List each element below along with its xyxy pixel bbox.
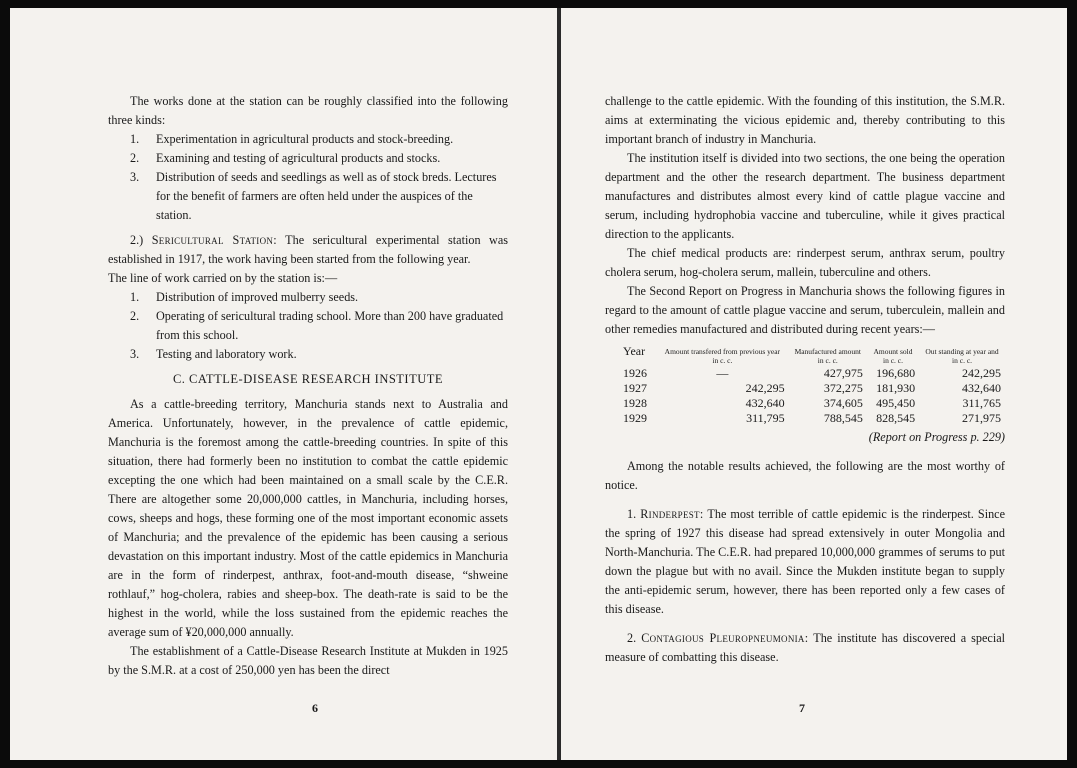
table-unit: in c. c.: [952, 356, 973, 365]
body-paragraph: The Second Report on Progress in Manchuria shows the following figures in regard to the amount of cattle plague vaccine and serum, tuberculein, mallein and other remedies manufactured and distributed during recent years:—: [605, 284, 1005, 336]
table-row: [605, 381, 1005, 396]
table-cell: 1928: [623, 396, 647, 410]
station-work-list: [108, 288, 508, 364]
table-header: Manufactured amount: [794, 347, 861, 356]
list-number: 2.: [130, 151, 140, 165]
table-cell: 432,640: [745, 396, 785, 410]
table-header: Year: [623, 344, 646, 358]
sericultural-paragraph: [108, 231, 508, 269]
table-cell: 374,605: [823, 396, 863, 410]
line-of-work-paragraph: The line of work carried on by the station is:—: [108, 271, 338, 285]
table-cell: 271,975: [962, 411, 1001, 425]
table-header: Out standing at year and: [925, 347, 999, 356]
item-text: The institute has discovered a special measure of combatting this disease.: [605, 631, 1006, 664]
list-number: 1.: [130, 132, 140, 146]
body-paragraph: challenge to the cattle epidemic. With the founding of this institution, the S.M.R. aims at exterminating the vicious epidemic and, thereby contributing to this important branch of industry in Manchuria.: [605, 94, 1005, 146]
left-page: [10, 8, 557, 760]
table-unit: in c. c.: [817, 356, 838, 365]
body-paragraph: The institution itself is divided into two sections, the one being the operation department and the other the research department. The business department manufactures and distributes almost every kind of cattle plague vaccine and serum, including hydrophobia vaccine and tuberculine, while it gives practical direction to the applicants.: [605, 151, 1005, 241]
production-table: [605, 344, 1005, 426]
body-paragraph: As a cattle-breeding territory, Manchuria stands next to Australia and America. Unfortunately, however, in the prevalence of cattle epidemic, Manchuria is the foremost among the cattle-breeding countries. In spite of this situation, there had formerly been no institution to combat the cattle epidemic excepting the one which had been maintained on a small scale by the C.E.R. There are altogether some 20,000,000 cattles, in Manchuria, including horses, cows, sheeps and hogs, these forming one of the most important economic assets of Manchuria; and the prevalence of the epidemic has been causing a serious devastation on this important industry. Most of the cattle epidemics in Manchuria are in the form of rinderpest, anthrax, foot-and-mouth disease, “shweine rothlauf,” hog-cholera, rabies and sheep-box. The death-rate is said to be the highest in the world, while the loss sustained from the epidemic reaches the average sum of ¥20,000,000 annually.: [108, 397, 508, 639]
item-number: 1.: [627, 507, 637, 521]
table-units-row: [605, 356, 1005, 366]
table-row: [605, 366, 1005, 381]
list-number: 1.: [130, 290, 140, 304]
list-item: [108, 288, 508, 307]
list-text: Experimentation in agricultural products and stock-breeding.: [156, 132, 454, 146]
table-header: Amount transfered from previous year: [664, 347, 781, 356]
list-text: Examining and testing of agricultural products and stocks.: [156, 151, 441, 165]
page-number: 6: [312, 701, 318, 715]
table-cell: 1929: [623, 411, 647, 425]
table-cell: 828,545: [876, 411, 916, 425]
list-number: 3.: [130, 347, 140, 361]
item-text: The most terrible of cattle epidemic is the rinderpest. Since the spring of 1927 this disease had spread extensively in outer Mongolia and North-Manchuria. The C.E.R. had prepared 10,000,000 grammes of serums to put down the plague but with no avail. Since the Mukden institute began to supply the anti-epidemic serum, however, there has been reported only a few cases of this disease.: [605, 507, 1006, 616]
body-paragraph: The chief medical products are: rinderpest serum, anthrax serum, poultry cholera serum, hog-cholera serum, mallein, tuberculine and others.: [605, 246, 1005, 279]
right-page: [561, 8, 1067, 760]
table-cell: 311,795: [746, 411, 785, 425]
list-text: Testing and laboratory work.: [156, 347, 297, 361]
item-title: Contagious Pleuropneumonia:: [641, 631, 809, 645]
table-cell: 196,680: [876, 366, 916, 380]
table-unit: in c. c.: [882, 356, 903, 365]
table-cell: —: [716, 366, 729, 380]
item-title: Rinderpest:: [640, 507, 704, 521]
list-item: [108, 130, 508, 149]
work-kinds-list: [108, 130, 508, 225]
page-number: 7: [799, 701, 805, 715]
right-page-content: [605, 92, 1005, 667]
item-number: 2.: [627, 631, 637, 645]
table-header: Amount sold: [873, 347, 913, 356]
table-cell: 242,295: [745, 381, 785, 395]
pleuropneumonia-paragraph: [605, 629, 1005, 667]
list-text: Operating of sericultural trading school. More than 200 have graduated from this school.: [156, 309, 504, 342]
list-item: [108, 345, 508, 364]
table-cell: 1926: [623, 366, 647, 380]
table-row: [605, 396, 1005, 411]
list-number: 3.: [130, 170, 140, 184]
section-text: The sericultural experimental station was established in 1917, the work having been started from the following year.: [108, 233, 508, 266]
rinderpest-paragraph: [605, 505, 1005, 619]
table-cell: 1927: [623, 381, 647, 395]
left-page-content: [108, 92, 508, 680]
table-cell: 311,765: [962, 396, 1001, 410]
section-title: Sericultural Station:: [151, 233, 277, 247]
section-number: 2.): [130, 233, 144, 247]
list-text: Distribution of seeds and seedlings as well as of stock breds. Lectures for the benefit of farmers are often held under the auspices of the station.: [156, 170, 497, 222]
table-cell: 242,295: [962, 366, 1001, 380]
list-number: 2.: [130, 309, 140, 323]
list-item: [108, 149, 508, 168]
table-cell: 432,640: [962, 381, 1001, 395]
body-paragraph: Among the notable results achieved, the following are the most worthy of notice.: [605, 459, 1005, 492]
table-cell: 495,450: [876, 396, 916, 410]
list-item: [108, 168, 508, 225]
table-cell: 427,975: [823, 366, 863, 380]
section-heading: C. CATTLE-DISEASE RESEARCH INSTITUTE: [172, 372, 444, 386]
table-cell: 181,930: [876, 381, 916, 395]
intro-paragraph: The works done at the station can be roughly classified into the following three kinds:: [108, 94, 508, 127]
body-paragraph: The establishment of a Cattle-Disease Research Institute at Mukden in 1925 by the S.M.R. at a cost of 250,000 yen has been the direct: [108, 644, 508, 677]
table-source: (Report on Progress p. 229): [868, 430, 1005, 444]
table-header-row: [605, 347, 1005, 356]
table-row: [605, 411, 1005, 426]
table-cell: 788,545: [823, 411, 863, 425]
list-text: Distribution of improved mulberry seeds.: [156, 290, 359, 304]
table-cell: 372,275: [823, 381, 863, 395]
list-item: [108, 307, 508, 345]
table-unit: in c. c.: [712, 356, 733, 365]
